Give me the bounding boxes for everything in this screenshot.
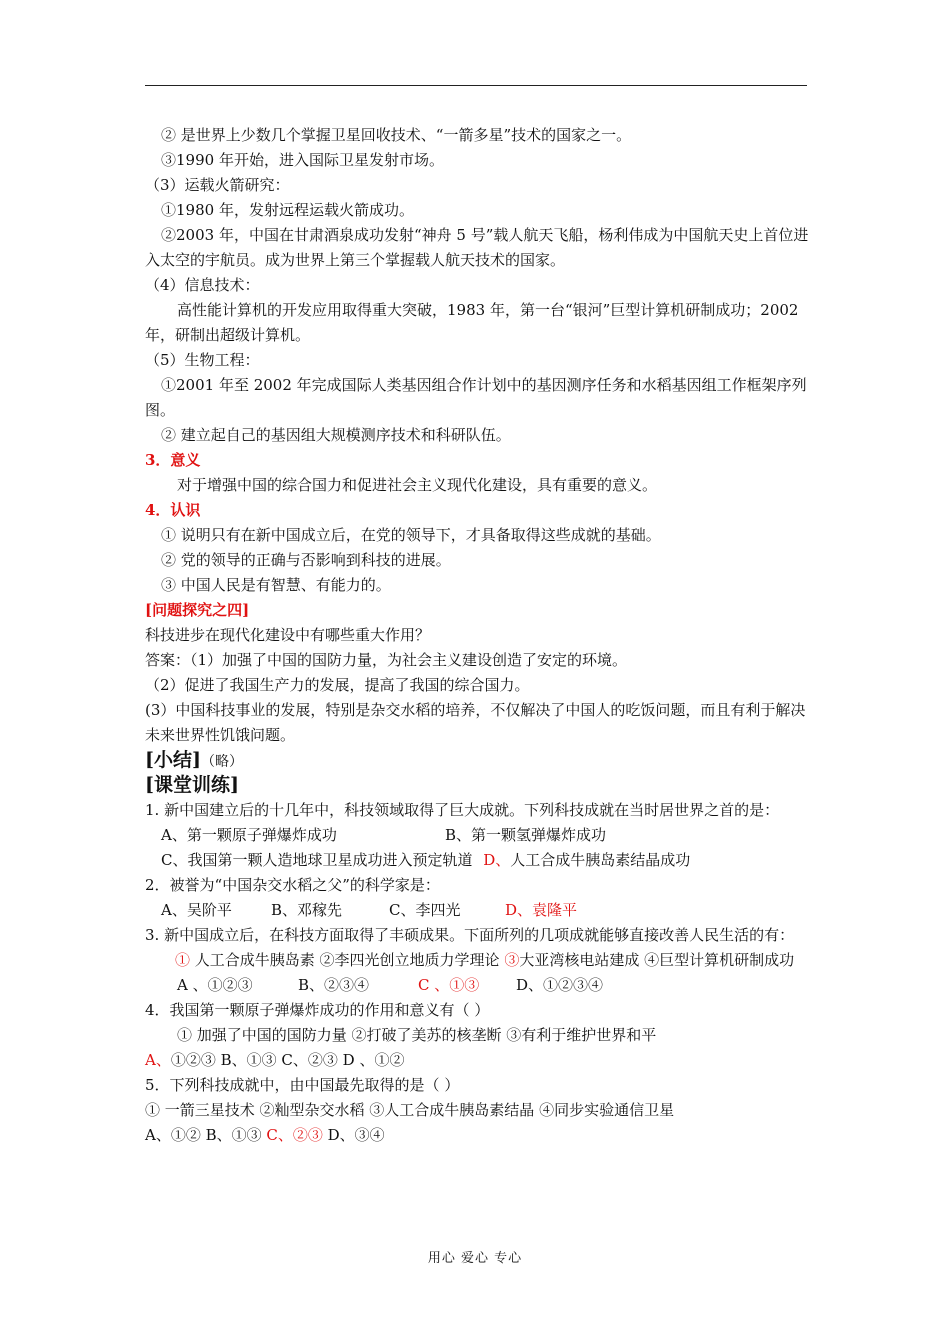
- section-heading: 3．意义: [145, 451, 201, 469]
- text-line: ①1980 年，发射远程运载火箭成功。: [161, 201, 414, 219]
- option-a: ①②③: [170, 1051, 216, 1069]
- option-d: D、③④: [322, 1126, 385, 1144]
- question-options: [145, 1048, 815, 1073]
- statement-1-mark: ①: [175, 951, 191, 969]
- text-paragraph: [145, 223, 815, 273]
- option-d-letter: D、: [483, 851, 511, 869]
- option-b: B、第一颗氢弹爆炸成功: [445, 826, 607, 844]
- statement-3-mark: ③: [504, 951, 520, 969]
- text-line: 答案：（1）加强了中国的国防力量，为社会主义建设创造了安定的环境。: [145, 651, 628, 669]
- statement-1: 人工合成牛胰岛素 ②李四光创立地质力学理论: [190, 951, 505, 969]
- text-paragraph: 高性能计算机的开发应用取得重大突破，1983 年，第一台“银河”巨型计算机研制成功；2002 年，研制出超级计算机。: [145, 301, 799, 344]
- question-statements: ① 加强了中国的国防力量 ②打破了美苏的核垄断 ③有利于维护世界和平: [177, 1026, 657, 1044]
- summary-title: [小结]: [145, 749, 201, 771]
- option-a: A 、①②③: [177, 976, 253, 994]
- text-line: ② 是世界上少数几个掌握卫星回收技术、“一箭多星”技术的国家之一。: [161, 126, 632, 144]
- text-line: ② 建立起自己的基因组大规模测序技术和科研队伍。: [161, 426, 511, 444]
- question-options: [145, 973, 815, 998]
- header-rule: [145, 85, 807, 86]
- option-c: C 、①③: [418, 976, 480, 994]
- option-d: D、袁隆平: [505, 901, 578, 919]
- paragraph-text: ②2003 年，中国在甘肃酒泉成功发射“神舟 5 号”载人航天飞船，杨利伟成为中国航天史上首位进入太空的宇航员。成为世界上第三个掌握载人航天技术的国家。: [145, 226, 809, 269]
- question-options: [145, 823, 815, 848]
- text-paragraph: (3）中国科技事业的发展，特别是杂交水稻的培养，不仅解决了中国人的吃饭问题，而且有利于解决未来世界性饥饿问题。: [145, 701, 806, 744]
- statement-3: 大亚湾核电站建成 ④巨型计算机研制成功: [519, 951, 795, 969]
- text-line: （5）生物工程：: [145, 351, 260, 369]
- option-a: A、吴阶平: [161, 901, 232, 919]
- page-footer: 用心 爱心 专心: [427, 1251, 523, 1266]
- option-c: C、李四光: [389, 901, 461, 919]
- text-line: 对于增强中国的综合国力和促进社会主义现代化建设，具有重要的意义。: [177, 476, 658, 494]
- training-heading: [课堂训练]: [145, 774, 239, 796]
- summary-note: （略）: [200, 754, 243, 770]
- question-options: [145, 848, 815, 873]
- text-paragraph: ①2001 年至 2002 年完成国际人类基因组合作计划中的基因测序任务和水稻基因组工作框架序列图。: [145, 376, 807, 419]
- option-d: D、①②③④: [516, 976, 604, 994]
- text-line: ② 党的领导的正确与否影响到科技的进展。: [161, 551, 451, 569]
- section-heading: [问题探究之四]: [145, 601, 250, 619]
- section-heading: 4．认识: [145, 501, 201, 519]
- document-body: [145, 123, 815, 1148]
- question-stem: 5．下列科技成就中，由中国最先取得的是（ ）: [145, 1076, 460, 1094]
- question-stem: 1. 新中国建立后的十几年中，科技领域取得了巨大成就。下列科技成就在当时居世界之首的是：: [145, 801, 780, 819]
- question-stem: 2．被誉为“中国杂交水稻之父”的科学家是：: [145, 876, 440, 894]
- text-line: 科技进步在现代化建设中有哪些重大作用？: [145, 626, 431, 644]
- question-options: [145, 898, 815, 923]
- option-a-letter: A、: [145, 1051, 171, 1069]
- question-statements: ① 一箭三星技术 ②籼型杂交水稻 ③人工合成牛胰岛素结晶 ④同步实验通信卫星: [145, 1101, 675, 1119]
- question-statements: [145, 948, 815, 973]
- option-c: C、②③: [266, 1126, 323, 1144]
- summary-heading: [145, 748, 815, 773]
- option-d: 人工合成牛胰岛素结晶成功: [510, 851, 691, 869]
- question-options: [145, 1123, 815, 1148]
- option-b: B、②③④: [298, 976, 370, 994]
- question-stem: 4．我国第一颗原子弹爆炸成功的作用和意义有（ ）: [145, 1001, 490, 1019]
- option-b: B、邓稼先: [271, 901, 343, 919]
- text-line: ① 说明只有在新中国成立后，在党的领导下，才具备取得这些成就的基础。: [161, 526, 661, 544]
- text-line: （3）运载火箭研究：: [145, 176, 290, 194]
- question-stem: 3. 新中国成立后，在科技方面取得了丰硕成果。下面所列的几项成就能够直接改善人民生活的有：: [145, 926, 795, 944]
- text-line: ③ 中国人民是有智慧、有能力的。: [161, 576, 391, 594]
- option-rest: B、①③ C、②③ D 、①②: [215, 1051, 405, 1069]
- option-a-b: A、①② B、①③: [145, 1126, 267, 1144]
- text-line: （2）促进了我国生产力的发展，提高了我国的综合国力。: [145, 676, 530, 694]
- option-c: C、我国第一颗人造地球卫星成功进入预定轨道: [161, 851, 473, 869]
- text-line: ③1990 年开始，进入国际卫星发射市场。: [161, 151, 444, 169]
- text-line: （4）信息技术：: [145, 276, 260, 294]
- option-a: A、第一颗原子弹爆炸成功: [161, 826, 337, 844]
